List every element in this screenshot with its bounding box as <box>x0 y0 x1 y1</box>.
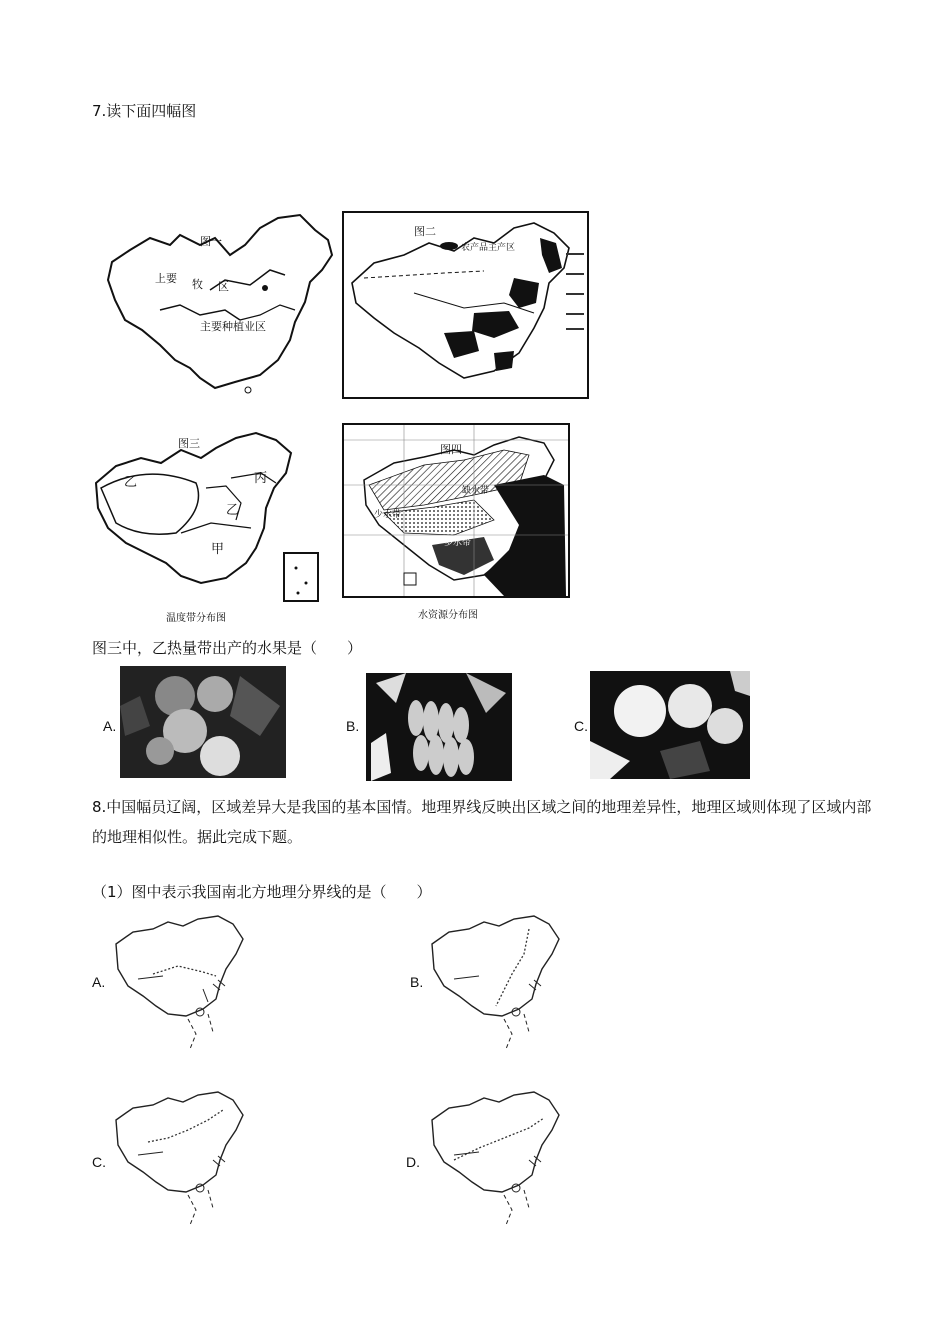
map-4-title: 图四 <box>440 443 462 456</box>
option-a-label[interactable]: A. <box>103 718 117 734</box>
q8-option-d-map[interactable] <box>424 1090 564 1228</box>
q8-option-b-label[interactable]: B. <box>410 974 424 990</box>
map-1-label-b: 牧 <box>192 278 203 291</box>
map-4-caption: 水资源分布图 <box>418 610 478 621</box>
map-1-label-c: 区 <box>218 280 229 293</box>
map-3-temperature-zones <box>86 428 326 623</box>
apple-photo[interactable] <box>590 671 750 779</box>
q8-option-d-label[interactable]: D. <box>406 1154 420 1170</box>
map-4-label-c: 缺水带 <box>462 486 490 496</box>
q8-option-b-map[interactable] <box>424 914 564 1052</box>
map-4-label-b: 多水带 <box>444 538 472 548</box>
map-2-legend: 农产品主产区 <box>461 243 516 253</box>
banana-photo[interactable] <box>366 673 512 781</box>
q8-option-a-map[interactable] <box>108 914 248 1052</box>
map-3-label-yi1: 乙 <box>124 475 138 490</box>
option-c-label[interactable]: C. <box>574 718 588 734</box>
q8-option-c-map[interactable] <box>108 1090 248 1228</box>
map-1-agriculture <box>100 210 340 395</box>
map-2-title: 图二 <box>414 225 436 238</box>
map-3-label-jia: 甲 <box>211 542 225 557</box>
q8-option-c-label[interactable]: C. <box>92 1154 106 1170</box>
map-2-agricultural-products <box>342 211 589 399</box>
map-3-label-yi2: 乙 <box>226 503 240 518</box>
map-1-title: 图一 <box>200 235 222 248</box>
question-7-stem: 图三中，乙热量带出产的水果是（ ） <box>92 639 363 657</box>
map-3-caption: 温度带分布图 <box>166 613 226 623</box>
map-3-title: 图三 <box>178 437 200 450</box>
map-3-label-bing: 丙 <box>254 471 268 486</box>
lychee-photo[interactable] <box>120 666 286 778</box>
map-1-label-a: 上要 <box>155 272 177 285</box>
option-b-label[interactable]: B. <box>346 718 360 734</box>
map-1-label-d: 主要种植业区 <box>200 320 266 333</box>
question-7-title: 7.读下面四幅图 <box>92 102 197 120</box>
q8-option-a-label[interactable]: A. <box>92 974 106 990</box>
map-4-label-a: 少水带 <box>374 510 402 520</box>
map-4-water-resources <box>342 423 570 598</box>
question-8-sub1: （1）图中表示我国南北方地理分界线的是（ ） <box>92 883 432 901</box>
question-8-intro: 8.中国幅员辽阔，区域差异大是我国的基本国情。地理界线反映出区域之间的地理差异性，地理区域则体现了区域内部的地理相似性。据此完成下题。 <box>92 798 872 846</box>
